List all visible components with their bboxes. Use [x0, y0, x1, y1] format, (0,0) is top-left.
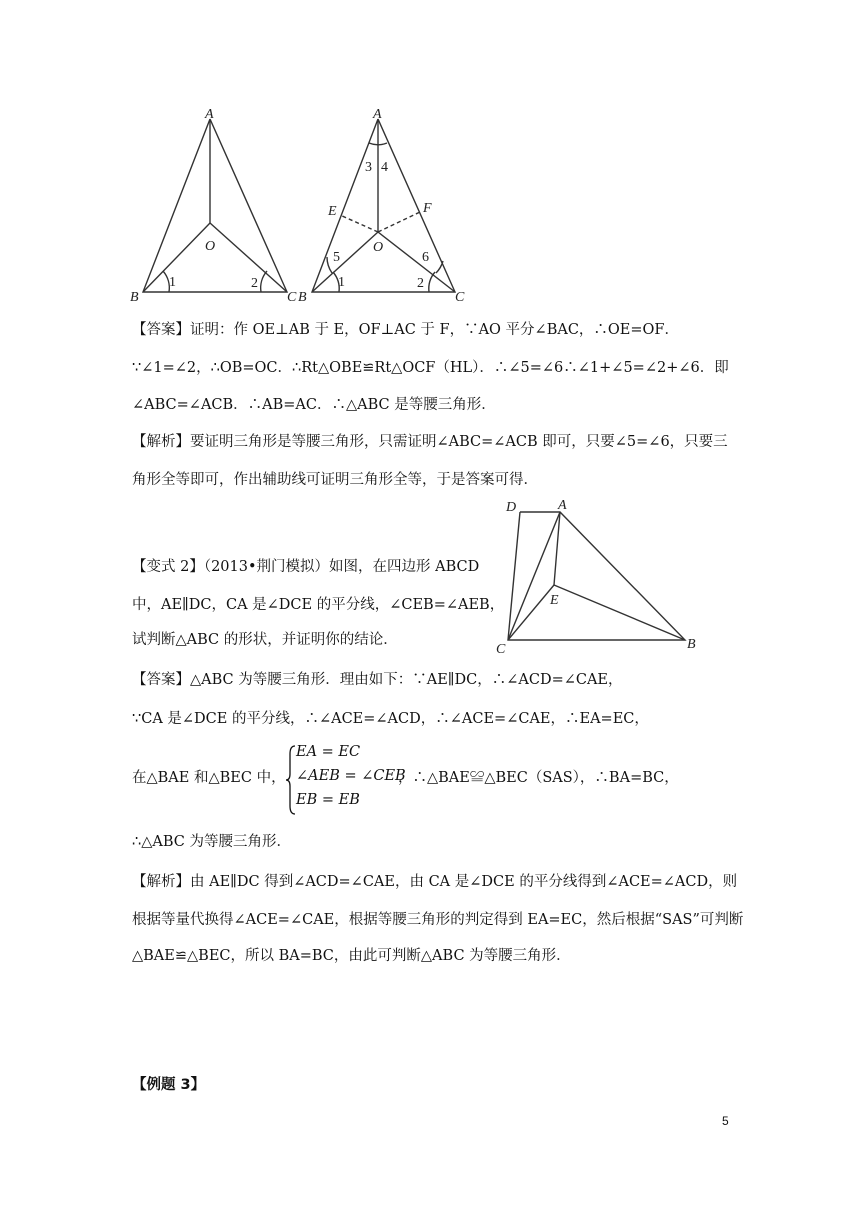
- label-A-left: A: [205, 107, 214, 122]
- label-angle6: 6: [422, 250, 429, 265]
- label-D: D: [506, 500, 517, 515]
- answer2-line1: 【答案】△ABC 为等腰三角形．理由如下：∵AE∥DC，∴∠ACD=∠CAE，: [132, 672, 623, 688]
- answer1-line3: ∠ABC=∠ACB．∴AB=AC．∴△ABC 是等腰三角形．: [132, 397, 496, 413]
- label-E: E: [550, 593, 559, 608]
- label-angle5: 5: [333, 250, 340, 265]
- analysis2-line2: 根据等量代换得∠ACE=∠CAE，根据等腰三角形的判定得到 EA=EC，然后根据“SAS”可判断: [132, 912, 744, 928]
- left-triangle: [143, 119, 287, 292]
- variant2-line3: 试判断△ABC 的形状，并证明你的结论．: [132, 632, 398, 648]
- system-eq2: ∠AEB = ∠CEB: [296, 768, 406, 784]
- page-number: 5: [722, 1114, 729, 1128]
- label-E-right: E: [328, 204, 337, 219]
- label-O-right: O: [373, 240, 384, 255]
- label-angle4: 4: [381, 160, 388, 175]
- answer2-line3-suffix: ，∴△BAE≌△BEC（SAS），∴BA=BC，: [398, 770, 679, 786]
- system-eq1: EA = EC: [296, 744, 361, 760]
- label-C: C: [496, 642, 506, 657]
- label-B-left: B: [130, 290, 139, 305]
- label-angle2-right: 2: [417, 276, 424, 291]
- label-C-right: C: [455, 290, 465, 305]
- triangle-figure-pair: [125, 105, 475, 305]
- analysis1-line2: 角形全等即可，作出辅助线可证明三角形全等，于是答案可得．: [132, 472, 538, 488]
- label-B-right: B: [298, 290, 307, 305]
- analysis1-line1: 【解析】要证明三角形是等腰三角形，只需证明∠ABC=∠ACB 即可，只要∠5=∠6，只要三: [132, 434, 728, 450]
- analysis2-line3: △BAE≌△BEC，所以 BA=BC，由此可判断△ABC 为等腰三角形．: [132, 948, 571, 964]
- answer1-line2: ∵∠1=∠2，∴OB=OC．∴Rt△OBE≌Rt△OCF（HL）．∴∠5=∠6∴∠1+∠5=∠2+∠6．即: [132, 360, 729, 376]
- label-A-right: A: [373, 107, 382, 122]
- label-C-left: C: [287, 290, 297, 305]
- variant2-line2: 中，AE∥DC，CA 是∠DCE 的平分线，∠CEB=∠AEB，: [132, 597, 505, 613]
- label-angle2-left: 2: [251, 276, 258, 291]
- quadrilateral-figure: [490, 495, 710, 660]
- answer2-line4: ∴△ABC 为等腰三角形．: [132, 834, 291, 850]
- answer1-line1: 【答案】证明：作 OE⊥AB 于 E，OF⊥AC 于 F，∵AO 平分∠BAC，∴OE=OF．: [132, 322, 679, 338]
- analysis2-line1: 【解析】由 AE∥DC 得到∠ACD=∠CAE，由 CA 是∠DCE 的平分线得到∠ACE=∠ACD，则: [132, 874, 738, 890]
- label-O-left: O: [205, 239, 216, 254]
- variant2-line1: 【变式 2】（2013•荆门模拟）如图，在四边形 ABCD: [132, 559, 480, 575]
- label-F-right: F: [423, 201, 432, 216]
- system-eq3: EB = EB: [296, 792, 360, 808]
- label-A: A: [558, 498, 567, 513]
- label-angle1-left: 1: [169, 275, 176, 290]
- answer2-line3-prefix: 在△BAE 和△BEC 中，: [132, 770, 286, 786]
- left-brace-icon: [286, 744, 296, 816]
- label-angle1-right: 1: [338, 275, 345, 290]
- label-angle3: 3: [365, 160, 372, 175]
- example3-heading: 【例题 3】: [132, 1077, 206, 1093]
- label-B: B: [687, 637, 696, 652]
- answer2-line2: ∵CA 是∠DCE 的平分线，∴∠ACE=∠ACD，∴∠ACE=∠CAE，∴EA=EC，: [132, 711, 649, 727]
